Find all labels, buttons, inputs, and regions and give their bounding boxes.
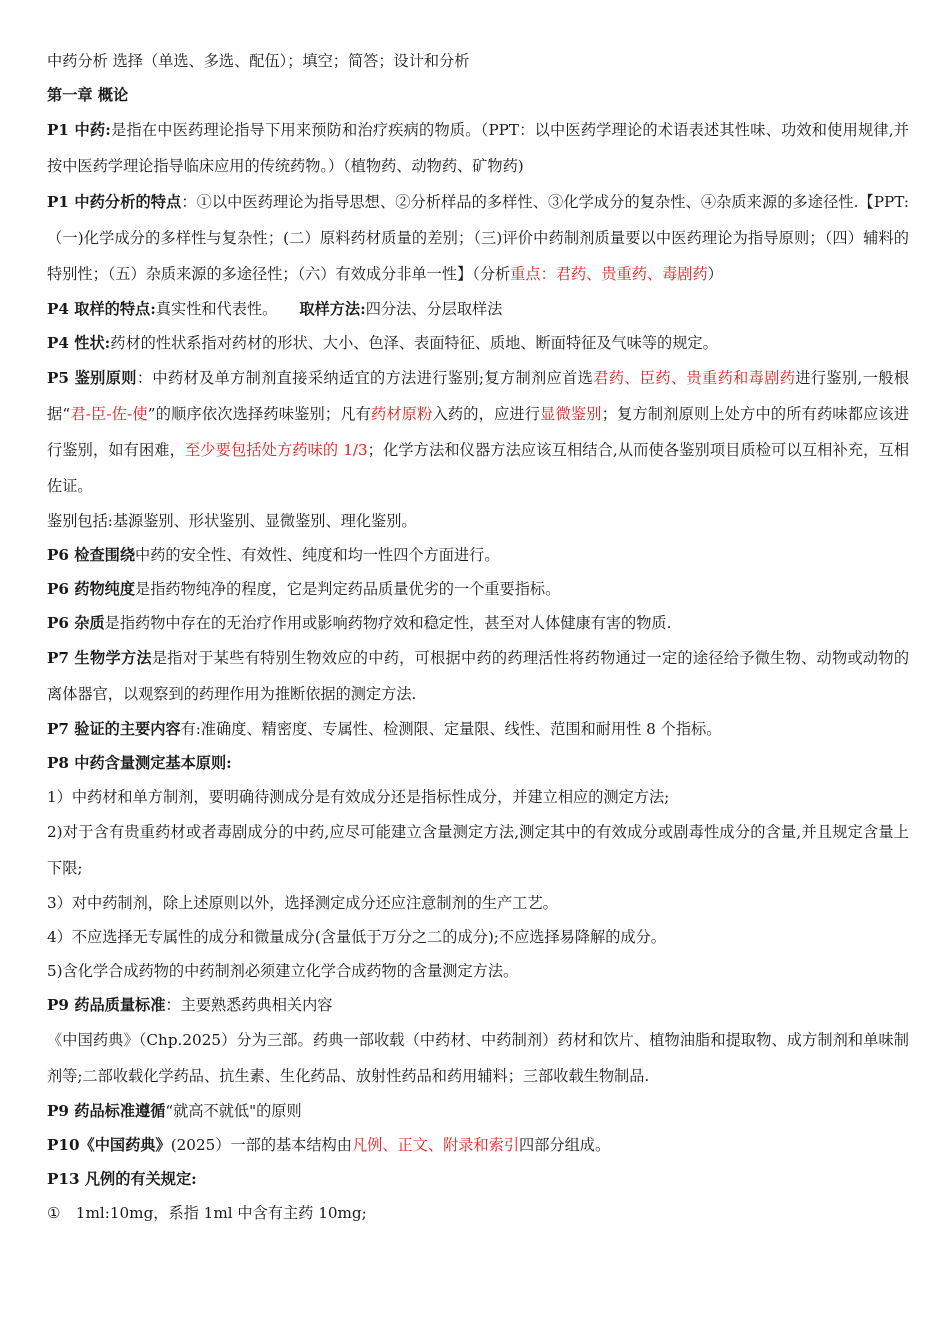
document-page	[47, 44, 909, 1230]
term-label: P4 性状:	[47, 334, 111, 352]
term-label: P1 中药分析的特点	[47, 193, 182, 211]
section-heading-text: P13 凡例的有关规定:	[47, 1170, 197, 1188]
body-text: ：①以中医药理论为指导思想、②分析样品的多样性、③化学成分的复杂性、④杂质来源的多途径性.【PPT:（一)化学成分的多样性与复杂性；(二）原料药材质量的差别；（三)评价中药制剂质量要以中医药理论为指导原则；（四）辅料的特别性；（五）杂质来源的多途径性；（六）有效成分非单一性】（分析	[47, 193, 909, 283]
highlight-text: 君-臣-佐-使	[70, 405, 148, 423]
body-text: 真实性和代表性。	[155, 300, 278, 318]
body-text: 四部分组成。	[519, 1136, 611, 1154]
paragraph-properties	[47, 326, 909, 360]
list-item	[47, 954, 909, 988]
highlight-text: 至少要包括处方药味的 1/3	[184, 441, 368, 459]
list-item	[47, 780, 909, 814]
body-text: 四分法、分层取样法	[365, 300, 503, 318]
definition-text: 是指在中医药理论指导下用来预防和治疗疾病的物质。（PPT：以中医药学理论的术语表述其性味、功效和使用规律,并按中医药学理论指导临床应用的传统药物。）（植物药、动物药、矿物药)	[47, 121, 909, 175]
highlight-text: 凡例、正文、附录和索引	[351, 1136, 520, 1154]
body-text: ”的顺序依次选择药味鉴别；凡有	[147, 405, 372, 423]
paragraph-pharmacopoeia-parts	[47, 1022, 909, 1094]
list-item	[47, 920, 909, 954]
paragraph-impurity	[47, 606, 909, 640]
highlight-text: 君药、臣药、贵重药和毒剧药	[593, 369, 796, 387]
paragraph-analysis-features	[47, 184, 909, 292]
term-label: P5 鉴别原则	[47, 369, 137, 387]
paragraph-tcm-definition	[47, 112, 909, 184]
body-text: 药材的性状系指对药材的形状、大小、色泽、表面特征、质地、断面特征及气味等的规定。	[110, 334, 718, 352]
body-text: 有:准确度、精密度、专属性、检测限、定量限、线性、范围和耐用性 8 个指标。	[180, 720, 722, 738]
body-text: 是指药物纯净的程度，它是判定药品质量优劣的一个重要指标。	[135, 580, 561, 598]
body-text: 1）中药材和单方制剂，要明确待测成分是有效成分还是指标性成分，并建立相应的测定方法;	[47, 788, 670, 806]
list-item	[47, 886, 909, 920]
paragraph-sampling	[47, 292, 909, 326]
chapter-heading	[47, 78, 909, 112]
term-label: P6 杂质	[47, 614, 105, 632]
paragraph-pharmacopoeia-structure	[47, 1128, 909, 1162]
body-text: (2025）一部的基本结构由	[170, 1136, 352, 1154]
chapter-heading-text: 第一章 概论	[47, 86, 129, 104]
highlight-text: 药材原粉	[371, 405, 433, 423]
term-label: P9 药品标准遵循	[47, 1102, 166, 1120]
paragraph-standard-principle	[47, 1094, 909, 1128]
paragraph-purity	[47, 572, 909, 606]
term-label: P9 药品质量标准	[47, 996, 166, 1014]
highlight-text: 重点：君药、贵重药、毒剧药	[510, 265, 708, 283]
body-text: 是指药物中存在的无治疗作用或影响药物疗效和稳定性，甚至对人体健康有害的物质.	[104, 614, 672, 632]
body-text: ；化学方法和仪器方法应该互相结合,从而使各鉴别项目质检可以互相补充，互相佐证。	[47, 441, 910, 495]
body-text: 《中国药典》（Chp.2025）分为三部。药典一部收载（中药材、中药制剂）药材和饮片、植物油脂和提取物、成方制剂和单味制剂等;二部收载化学药品、抗生素、生化药品、放射性药品和药用辅料；三部收载生物制品.	[47, 1031, 909, 1085]
body-text: ；复方制剂原则上处方中的所有药味都应该进行鉴别，如有困难，	[47, 405, 910, 459]
section-heading-general-notices	[47, 1162, 909, 1196]
body-text: 2)对于含有贵重药材或者毒剧成分的中药,应尽可能建立含量测定方法,测定其中的有效成分或剧毒性成分的含量,并且规定含量上下限;	[47, 823, 909, 877]
paragraph-identification-principles	[47, 360, 909, 504]
term-label: P6 药物纯度	[47, 580, 136, 598]
body-text: 进行鉴别,一般根据“	[47, 369, 909, 423]
body-text: “就高不就低"的原则	[165, 1102, 302, 1120]
highlight-text: 显微鉴别	[540, 405, 602, 423]
body-text: 鉴别包括:基源鉴别、形状鉴别、显微鉴别、理化鉴别。	[47, 512, 417, 530]
body-text: ① 1ml:10mg，系指 1ml 中含有主药 10mg;	[47, 1204, 367, 1222]
body-text: 中药的安全性、有效性、纯度和均一性四个方面进行。	[135, 546, 500, 564]
body-text: 3）对中药制剂，除上述原则以外，选择测定成分还应注意制剂的生产工艺。	[47, 894, 558, 912]
list-item	[47, 1196, 909, 1230]
term-label: P6 检查围绕	[47, 546, 136, 564]
term-label: P4 取样的特点:	[47, 300, 156, 318]
term-label: 取样方法:	[299, 300, 366, 318]
paragraph-validation	[47, 712, 909, 746]
section-heading-assay-principles	[47, 746, 909, 780]
paragraph-identification-types	[47, 504, 909, 538]
exam-format-line	[47, 44, 909, 78]
body-text: 是指对于某些有特别生物效应的中药，可根据中药的药理活性将药物通过一定的途径给予微生物、动物或动物的离体器官，以观察到的药理作用为推断依据的测定方法.	[47, 649, 910, 703]
body-text: ：主要熟悉药典相关内容	[165, 996, 333, 1014]
term-label: P1 中药:	[47, 121, 111, 139]
body-text: 5)含化学合成药物的中药制剂必须建立化学合成药物的含量测定方法。	[47, 962, 519, 980]
body-text: ：中药材及单方制剂直接采纳适宜的方法进行鉴别;复方制剂应首选	[136, 369, 594, 387]
paragraph-inspection	[47, 538, 909, 572]
list-item	[47, 814, 909, 886]
exam-format-text: 中药分析 选择（单选、多选、配伍）；填空；简答；设计和分析	[47, 52, 470, 70]
body-text: ）	[707, 265, 723, 283]
body-text: 4）不应选择无专属性的成分和微量成分(含量低于万分之二的成分);不应选择易降解的成分。	[47, 928, 666, 946]
term-label: P7 验证的主要内容	[47, 720, 181, 738]
term-label: P10《中国药典》	[47, 1136, 171, 1154]
term-label: P7 生物学方法	[47, 649, 152, 667]
paragraph-biological-method	[47, 640, 909, 712]
section-heading-text: P8 中药含量测定基本原则:	[47, 754, 232, 772]
body-text: 入药的，应进行	[432, 405, 541, 423]
paragraph-quality-standard	[47, 988, 909, 1022]
